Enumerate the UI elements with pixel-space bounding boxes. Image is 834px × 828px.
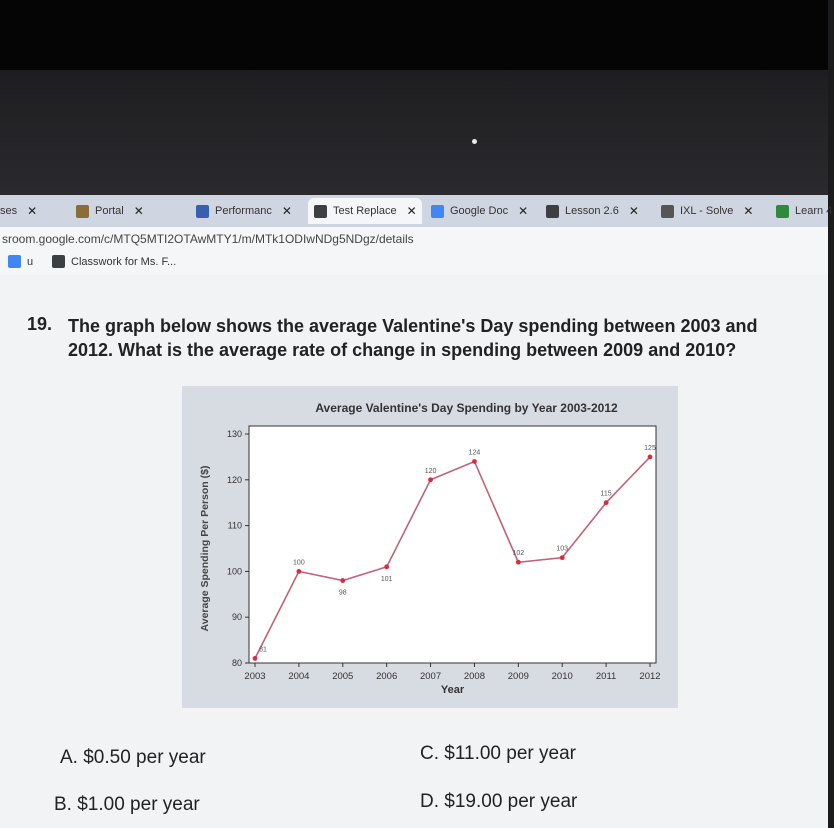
x-tick-label: 2009 <box>507 671 529 682</box>
x-tick-label: 2011 <box>595 671 617 682</box>
x-tick-label: 2007 <box>419 671 442 682</box>
tab-google-doc[interactable] <box>425 198 539 224</box>
x-tick-label: 2006 <box>376 671 398 682</box>
x-tick-label: 2010 <box>551 671 573 682</box>
answer-c[interactable]: C. $11.00 per year <box>420 743 576 764</box>
tab-label: Google Doc <box>450 205 509 217</box>
question-line-2: 2012. What is the average rate of change in spending between 2009 and 2010? <box>68 340 737 360</box>
question-number: 19. <box>27 314 53 334</box>
tab-label: Performanc <box>215 205 272 217</box>
docs-icon <box>8 255 21 268</box>
data-label: 81 <box>259 646 267 654</box>
monitor-bezel <box>0 0 828 195</box>
y-tick-label: 80 <box>231 658 242 668</box>
bookmark-label: u <box>27 255 34 268</box>
tab-label: Lesson 2.6 <box>565 205 619 217</box>
tab-test-replace[interactable] <box>308 198 422 224</box>
data-point <box>648 455 653 460</box>
y-tick-label: 100 <box>226 566 242 577</box>
answer-d[interactable]: D. $19.00 per year <box>420 791 578 812</box>
tab-label: Test Replace <box>333 205 397 217</box>
question-text <box>68 314 808 362</box>
y-tick-label: 130 <box>226 429 242 439</box>
classroom-icon <box>52 255 65 268</box>
y-tick-label: 90 <box>231 612 242 623</box>
data-point <box>472 459 477 464</box>
close-icon[interactable]: ✕ <box>743 204 754 218</box>
data-point <box>428 477 433 482</box>
data-label: 101 <box>380 575 393 583</box>
webcam-light <box>472 139 477 144</box>
data-point <box>516 560 521 565</box>
data-label: 100 <box>293 559 305 567</box>
line-chart <box>182 386 678 708</box>
tab-bar <box>0 195 833 227</box>
close-icon[interactable]: ✕ <box>27 204 38 218</box>
data-label: 115 <box>600 490 612 498</box>
tab-label: IXL - Solve <box>680 205 734 217</box>
close-icon[interactable]: ✕ <box>281 204 292 218</box>
bookmarks-bar <box>0 251 828 276</box>
data-label: 103 <box>556 545 569 553</box>
url-text[interactable]: sroom.google.com/c/MTQ5MTI2OTAwMTY1/m/MTk1ODIwNDg5NDgz/details <box>2 232 414 246</box>
tab-label: Learn 4 <box>795 205 833 217</box>
performance-icon <box>196 205 209 218</box>
close-icon[interactable]: ✕ <box>628 204 639 218</box>
data-point <box>340 578 345 583</box>
answer-b[interactable]: B. $1.00 per year <box>54 794 200 815</box>
data-point <box>384 564 389 569</box>
x-tick-label: 2012 <box>639 671 661 682</box>
bookmark-label: Classwork for Ms. F... <box>71 255 177 268</box>
close-icon[interactable]: ✕ <box>406 204 417 218</box>
x-tick-label: 2005 <box>332 671 354 682</box>
data-point <box>253 656 258 661</box>
tab-portal[interactable] <box>70 198 188 224</box>
classroom-icon <box>546 205 559 218</box>
browser-window <box>0 195 833 828</box>
ixl-icon <box>661 205 674 218</box>
x-tick-label: 2008 <box>463 671 486 682</box>
answer-a[interactable]: A. $0.50 per year <box>60 747 206 768</box>
data-label: 102 <box>512 550 525 558</box>
close-icon[interactable]: ✕ <box>518 204 529 218</box>
tab-ses[interactable] <box>0 198 62 224</box>
y-axis-label: Average Spending Per Person ($) <box>199 465 211 632</box>
y-tick-label: 110 <box>227 520 242 531</box>
tab-lesson-2-6[interactable] <box>540 198 654 224</box>
data-point <box>560 555 565 560</box>
close-icon[interactable]: ✕ <box>133 204 144 218</box>
data-point <box>296 569 301 574</box>
docs-icon <box>431 205 444 218</box>
y-tick-label: 120 <box>226 474 242 485</box>
x-tick-label: 2004 <box>288 671 310 682</box>
data-label: 125 <box>644 444 656 452</box>
data-label: 120 <box>424 467 437 475</box>
chart-title: Average Valentine's Day Spending by Year 2003-2012 <box>315 401 618 415</box>
page-content <box>0 275 828 828</box>
chart-figure <box>182 386 678 708</box>
portal-icon <box>76 205 89 218</box>
data-point <box>604 500 609 505</box>
data-label: 124 <box>468 449 481 457</box>
tab-learn-4[interactable] <box>770 198 834 224</box>
bookmark-classwork[interactable] <box>52 255 176 268</box>
check-icon <box>776 205 789 218</box>
bookmark-docs[interactable] <box>8 255 33 268</box>
x-tick-label: 2003 <box>244 671 266 682</box>
x-axis-label: Year <box>440 684 465 696</box>
classroom-icon <box>314 205 327 218</box>
plot-area <box>249 426 656 663</box>
bezel-shadow <box>0 0 828 70</box>
tab-label: ses <box>0 205 18 217</box>
tab-ixl-solve[interactable] <box>655 198 769 224</box>
tab-performanc[interactable] <box>190 198 308 224</box>
tab-label: Portal <box>95 205 124 217</box>
address-bar[interactable] <box>0 227 828 251</box>
question-line-1: The graph below shows the average Valentine's Day spending between 2003 and <box>68 316 758 336</box>
data-label: 98 <box>338 589 347 597</box>
